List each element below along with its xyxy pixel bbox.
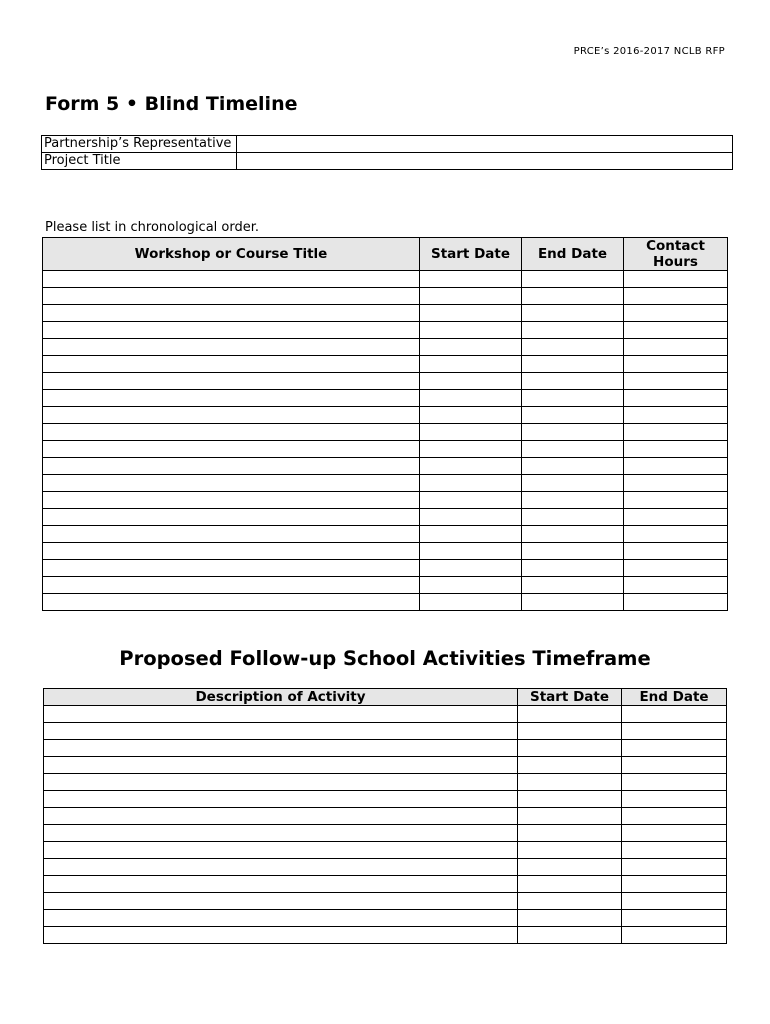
workshop-row — [43, 543, 728, 560]
followup-cell[interactable] — [44, 842, 518, 859]
workshop-cell[interactable] — [420, 373, 522, 390]
followup-cell[interactable] — [622, 706, 727, 723]
followup-cell[interactable] — [518, 876, 622, 893]
followup-cell[interactable] — [518, 893, 622, 910]
workshop-cell[interactable] — [420, 339, 522, 356]
representative-field[interactable] — [237, 136, 733, 153]
workshop-cell[interactable] — [522, 475, 624, 492]
contact-hours-header: Contact Hours — [624, 238, 728, 271]
workshop-cell[interactable] — [43, 475, 420, 492]
followup-cell[interactable] — [622, 927, 727, 944]
followup-cell[interactable] — [518, 774, 622, 791]
workshop-cell[interactable] — [43, 322, 420, 339]
followup-cell[interactable] — [518, 791, 622, 808]
workshop-cell[interactable] — [522, 543, 624, 560]
workshop-cell[interactable] — [43, 356, 420, 373]
form-title: Form 5 • Blind Timeline — [45, 93, 298, 115]
workshop-cell[interactable] — [420, 492, 522, 509]
workshop-cell[interactable] — [43, 577, 420, 594]
workshop-cell[interactable] — [522, 492, 624, 509]
followup-cell[interactable] — [622, 893, 727, 910]
project-title-field[interactable] — [237, 153, 733, 170]
workshop-cell[interactable] — [624, 305, 728, 322]
followup-cell[interactable] — [44, 723, 518, 740]
workshop-cell[interactable] — [624, 577, 728, 594]
workshop-cell[interactable] — [420, 441, 522, 458]
followup-row — [44, 808, 727, 825]
followup-cell[interactable] — [518, 740, 622, 757]
workshop-row — [43, 492, 728, 509]
followup-row — [44, 757, 727, 774]
workshop-cell[interactable] — [420, 356, 522, 373]
followup-cell[interactable] — [622, 723, 727, 740]
workshop-row — [43, 424, 728, 441]
workshop-cell[interactable] — [522, 373, 624, 390]
workshop-row — [43, 407, 728, 424]
workshop-cell[interactable] — [420, 322, 522, 339]
workshop-row — [43, 271, 728, 288]
workshop-row — [43, 560, 728, 577]
followup-cell[interactable] — [518, 706, 622, 723]
workshop-cell[interactable] — [624, 339, 728, 356]
workshop-cell[interactable] — [624, 543, 728, 560]
workshop-cell[interactable] — [624, 560, 728, 577]
followup-cell[interactable] — [44, 757, 518, 774]
followup-cell[interactable] — [44, 910, 518, 927]
workshop-cell[interactable] — [43, 271, 420, 288]
workshop-row — [43, 390, 728, 407]
workshop-cell[interactable] — [522, 458, 624, 475]
workshop-cell[interactable] — [420, 560, 522, 577]
followup-cell[interactable] — [622, 910, 727, 927]
workshop-cell[interactable] — [624, 458, 728, 475]
workshop-cell[interactable] — [624, 407, 728, 424]
followup-cell[interactable] — [44, 859, 518, 876]
workshop-cell[interactable] — [624, 509, 728, 526]
followup-cell[interactable] — [518, 910, 622, 927]
workshop-cell[interactable] — [43, 441, 420, 458]
info-table — [41, 135, 733, 170]
workshop-row — [43, 509, 728, 526]
followup-row — [44, 740, 727, 757]
workshop-cell[interactable] — [624, 373, 728, 390]
followup-cell[interactable] — [44, 876, 518, 893]
workshop-cell[interactable] — [522, 577, 624, 594]
followup-cell[interactable] — [622, 808, 727, 825]
workshop-cell[interactable] — [420, 509, 522, 526]
workshop-cell[interactable] — [420, 526, 522, 543]
followup-row — [44, 791, 727, 808]
followup-cell[interactable] — [622, 876, 727, 893]
followup-header-row — [44, 689, 727, 706]
workshop-cell[interactable] — [624, 288, 728, 305]
workshop-row — [43, 577, 728, 594]
workshop-row — [43, 373, 728, 390]
workshop-cell[interactable] — [522, 424, 624, 441]
followup-row — [44, 876, 727, 893]
workshop-cell[interactable] — [522, 322, 624, 339]
followup-cell[interactable] — [518, 808, 622, 825]
workshop-row — [43, 288, 728, 305]
followup-cell[interactable] — [44, 893, 518, 910]
start-date-header: Start Date — [420, 238, 522, 271]
workshop-title-header: Workshop or Course Title — [43, 238, 420, 271]
workshop-cell[interactable] — [43, 407, 420, 424]
followup-cell[interactable] — [622, 740, 727, 757]
workshop-cell[interactable] — [624, 271, 728, 288]
followup-row — [44, 927, 727, 944]
workshop-cell[interactable] — [43, 305, 420, 322]
workshop-cell[interactable] — [624, 475, 728, 492]
followup-row — [44, 774, 727, 791]
workshop-cell[interactable] — [522, 390, 624, 407]
followup-start-date-header: Start Date — [518, 689, 622, 706]
workshop-row — [43, 594, 728, 611]
info-row-project — [42, 153, 733, 170]
workshop-row — [43, 475, 728, 492]
workshop-cell[interactable] — [43, 288, 420, 305]
workshop-cell[interactable] — [624, 390, 728, 407]
workshop-row — [43, 458, 728, 475]
workshop-cell[interactable] — [522, 271, 624, 288]
workshop-row — [43, 305, 728, 322]
followup-cell[interactable] — [622, 859, 727, 876]
workshop-cell[interactable] — [420, 543, 522, 560]
workshop-cell[interactable] — [522, 594, 624, 611]
workshop-cell[interactable] — [43, 526, 420, 543]
followup-cell[interactable] — [44, 774, 518, 791]
workshop-cell[interactable] — [522, 560, 624, 577]
workshop-cell[interactable] — [624, 424, 728, 441]
followup-cell[interactable] — [518, 859, 622, 876]
workshop-cell[interactable] — [420, 424, 522, 441]
workshop-cell[interactable] — [522, 288, 624, 305]
followup-cell[interactable] — [44, 740, 518, 757]
instruction-text: Please list in chronological order. — [45, 220, 260, 235]
workshop-cell[interactable] — [420, 594, 522, 611]
workshop-row — [43, 441, 728, 458]
workshop-cell[interactable] — [522, 441, 624, 458]
followup-cell[interactable] — [44, 927, 518, 944]
followup-table — [43, 688, 727, 944]
workshop-cell[interactable] — [43, 424, 420, 441]
followup-cell[interactable] — [518, 842, 622, 859]
workshop-cell[interactable] — [522, 407, 624, 424]
followup-cell[interactable] — [44, 706, 518, 723]
workshop-cell[interactable] — [43, 373, 420, 390]
followup-cell[interactable] — [518, 927, 622, 944]
workshop-cell[interactable] — [624, 492, 728, 509]
workshop-header-row — [43, 238, 728, 271]
info-row-representative — [42, 136, 733, 153]
followup-cell[interactable] — [622, 842, 727, 859]
workshop-cell[interactable] — [43, 509, 420, 526]
followup-cell[interactable] — [518, 723, 622, 740]
workshop-cell[interactable] — [624, 322, 728, 339]
workshop-cell[interactable] — [43, 560, 420, 577]
followup-cell[interactable] — [44, 808, 518, 825]
followup-cell[interactable] — [518, 825, 622, 842]
workshop-cell[interactable] — [420, 407, 522, 424]
workshop-cell[interactable] — [624, 356, 728, 373]
followup-cell[interactable] — [622, 757, 727, 774]
workshop-cell[interactable] — [420, 390, 522, 407]
end-date-header: End Date — [522, 238, 624, 271]
followup-end-date-header: End Date — [622, 689, 727, 706]
workshop-cell[interactable] — [420, 271, 522, 288]
followup-row — [44, 893, 727, 910]
followup-row — [44, 723, 727, 740]
workshop-row — [43, 356, 728, 373]
workshop-cell[interactable] — [624, 594, 728, 611]
followup-row — [44, 706, 727, 723]
workshop-cell[interactable] — [624, 526, 728, 543]
workshop-table — [42, 237, 728, 611]
workshop-cell[interactable] — [420, 458, 522, 475]
workshop-cell[interactable] — [420, 288, 522, 305]
workshop-cell[interactable] — [522, 356, 624, 373]
workshop-row — [43, 526, 728, 543]
workshop-row — [43, 339, 728, 356]
followup-cell[interactable] — [44, 791, 518, 808]
followup-section-title: Proposed Follow-up School Activities Timeframe — [119, 647, 651, 670]
workshop-row — [43, 322, 728, 339]
followup-row — [44, 825, 727, 842]
workshop-cell[interactable] — [522, 526, 624, 543]
workshop-cell[interactable] — [420, 577, 522, 594]
workshop-cell[interactable] — [420, 305, 522, 322]
representative-label: Partnership’s Representative — [42, 136, 237, 153]
activity-description-header: Description of Activity — [44, 689, 518, 706]
header-note: PRCE’s 2016-2017 NCLB RFP — [573, 46, 725, 57]
workshop-cell[interactable] — [43, 492, 420, 509]
workshop-cell[interactable] — [522, 509, 624, 526]
workshop-cell[interactable] — [43, 339, 420, 356]
followup-cell[interactable] — [622, 774, 727, 791]
followup-cell[interactable] — [622, 825, 727, 842]
workshop-cell[interactable] — [522, 339, 624, 356]
workshop-cell[interactable] — [624, 441, 728, 458]
followup-row — [44, 842, 727, 859]
followup-cell[interactable] — [622, 791, 727, 808]
followup-row — [44, 910, 727, 927]
followup-cell[interactable] — [518, 757, 622, 774]
project-title-label: Project Title — [42, 153, 237, 170]
workshop-cell[interactable] — [43, 594, 420, 611]
workshop-cell[interactable] — [43, 458, 420, 475]
workshop-cell[interactable] — [43, 543, 420, 560]
followup-row — [44, 859, 727, 876]
workshop-cell[interactable] — [420, 475, 522, 492]
workshop-cell[interactable] — [522, 305, 624, 322]
followup-cell[interactable] — [44, 825, 518, 842]
workshop-cell[interactable] — [43, 390, 420, 407]
